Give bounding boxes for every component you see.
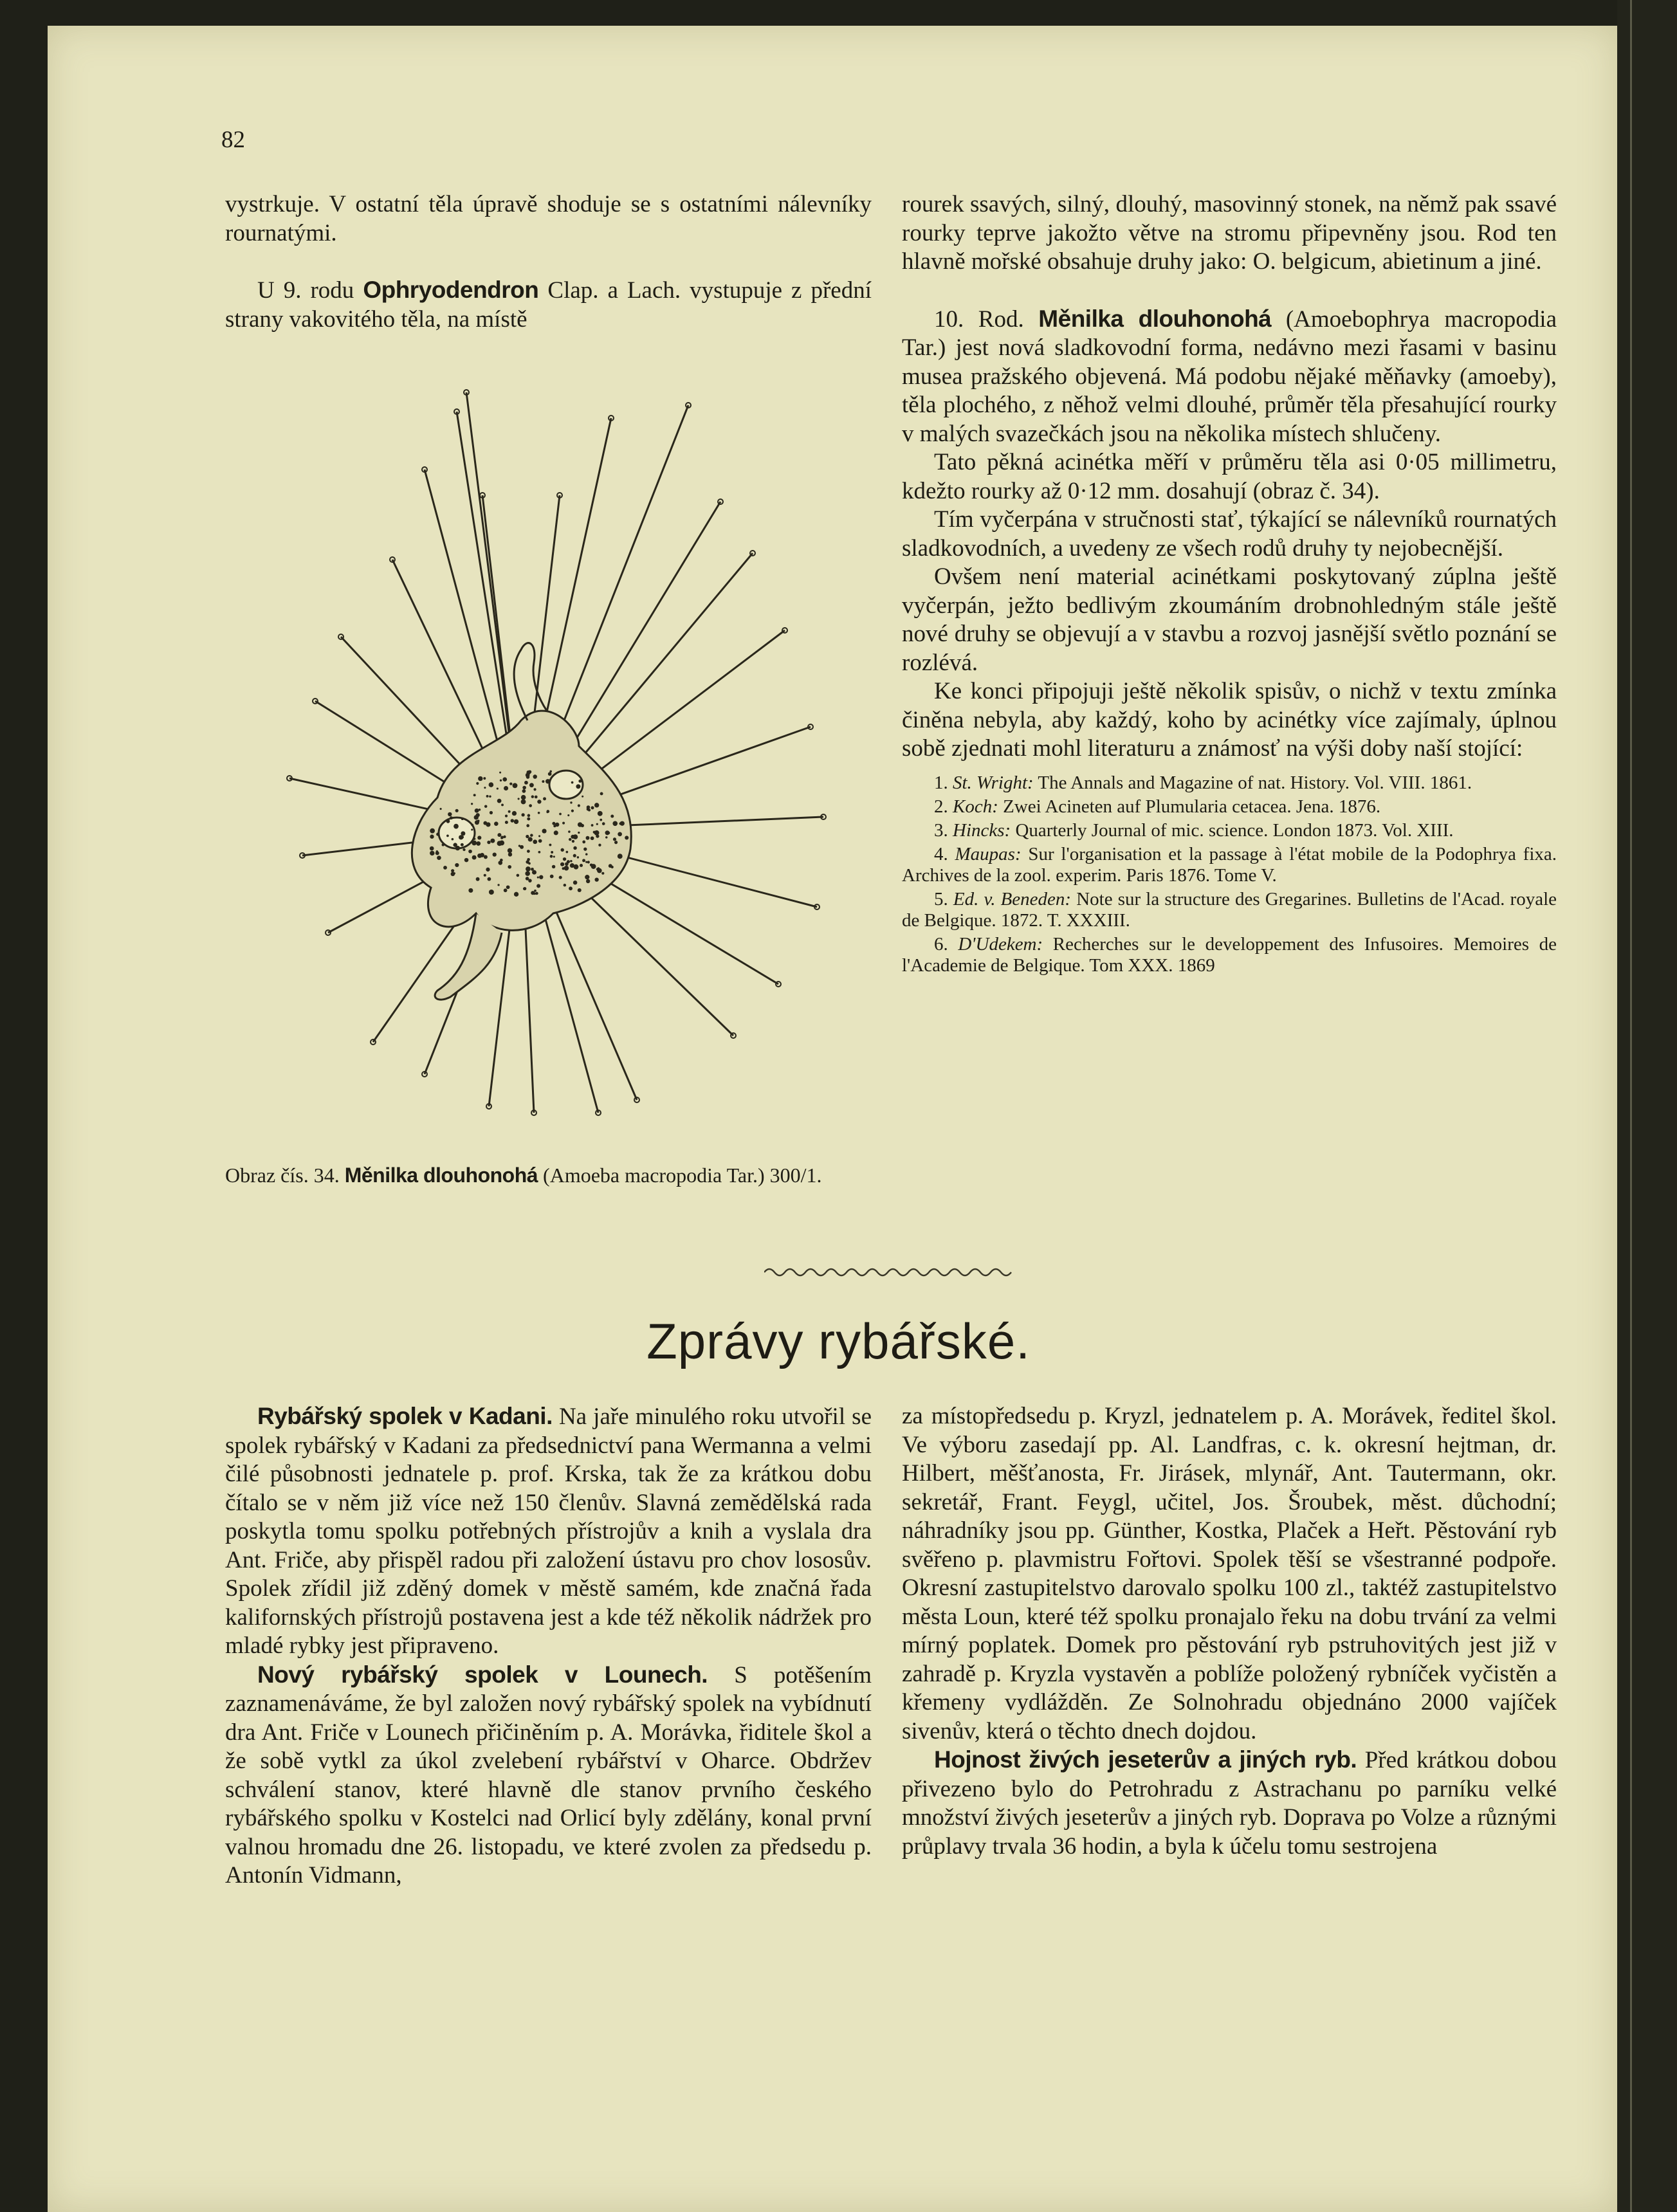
granule [549, 844, 551, 846]
granule [533, 871, 536, 874]
granule [585, 861, 587, 863]
granule [571, 809, 574, 812]
granule [605, 836, 607, 838]
reference-item [902, 820, 1557, 841]
granule [471, 824, 473, 827]
granule [616, 841, 618, 843]
granule [588, 809, 591, 811]
granule [500, 859, 503, 862]
granule [535, 796, 538, 799]
figure-caption [225, 1163, 872, 1187]
granule [569, 886, 573, 890]
granule [487, 841, 490, 844]
granule [554, 830, 558, 835]
granule [497, 833, 501, 837]
granule [468, 850, 472, 854]
granule [553, 855, 555, 857]
granule [594, 877, 598, 881]
granule [446, 819, 450, 823]
granule [511, 819, 514, 822]
granule [601, 872, 604, 875]
granule [504, 786, 508, 791]
granule [518, 798, 520, 800]
granule [568, 830, 571, 833]
granule [487, 877, 491, 881]
tentacle [551, 405, 688, 753]
granule [546, 810, 549, 813]
granule [528, 837, 533, 841]
amoebophrya-illustration [244, 360, 862, 1151]
granule [550, 855, 553, 858]
granule [448, 812, 452, 816]
granule [490, 839, 495, 843]
granule [486, 868, 490, 872]
granule [529, 804, 532, 807]
reference-list [902, 772, 1557, 976]
granule [578, 780, 582, 783]
granule [486, 822, 490, 827]
granule [526, 824, 529, 827]
ornamental-divider [764, 1263, 1014, 1279]
bottom-left-column [225, 1402, 872, 1890]
granule [451, 872, 455, 877]
granule [594, 830, 600, 836]
ref-text: Zwei Acineten auf Plumularia cetacea. Jena. 1876. [1003, 796, 1381, 817]
granule [613, 837, 616, 841]
ref-text: The Annals and Magazine of nat. History. Vol. VIII. 1861. [1038, 772, 1472, 793]
granule [591, 864, 596, 869]
granule [582, 796, 583, 798]
granule [559, 813, 562, 816]
granule [571, 782, 574, 784]
granule [494, 821, 499, 826]
article-heading: Nový rybářský spolek v Lounech. [257, 1661, 708, 1688]
granule [508, 848, 512, 853]
ref-author: St. Wright: [953, 772, 1034, 793]
granule [570, 801, 572, 803]
granule [573, 854, 576, 857]
granule [476, 782, 479, 785]
granule [497, 799, 502, 803]
granule [461, 831, 465, 836]
right-column-top [902, 190, 1557, 979]
granule [587, 861, 590, 863]
granule [538, 839, 542, 843]
granule [561, 848, 564, 852]
granule [543, 797, 546, 800]
granule [477, 854, 482, 858]
page-edge [1617, 0, 1677, 2212]
granule [499, 841, 504, 846]
granule [572, 840, 574, 843]
granule [531, 795, 534, 798]
granule [455, 863, 459, 867]
granule [600, 819, 602, 821]
granule [500, 780, 502, 782]
granule [505, 821, 508, 824]
granule [436, 850, 439, 853]
granule [504, 888, 508, 892]
ref-text: Sur l'organisation et la passage à l'état mobile de la Podophrya fixa. Archives de la zool. experim. Paris 1876. Tome V. [902, 843, 1557, 886]
granule [567, 860, 570, 863]
granule [521, 800, 526, 805]
granule [514, 819, 518, 824]
granule [560, 863, 564, 866]
granule [559, 876, 562, 879]
granule [446, 834, 449, 837]
granule [489, 795, 491, 797]
text-run: S potěšením zaznamenáváme, že byl založen nový rybářský spolek na vybídnutí dra Ant. Friče v Lounech přičiněním p. A. Morávka, řiditele škol a že sobě vytkl za úkol zvelebení rybářství v Oharce. Obdržev schválení stanov, které hlavně dle stanov prvního českého rybářského spolku v Kostelci nad Orlicí byly zdělány, konal první valnou hromadu dne 26. listopadu, ve které zvolen za předsedu p. Antonín Vidmann, [225, 1661, 872, 1888]
text-run: Clap. a Lach. vystupuje z přední strany vakovitého těla, na místě [225, 277, 872, 333]
granule [570, 863, 574, 868]
granule [551, 851, 553, 854]
granule [473, 838, 475, 840]
granule [591, 824, 594, 827]
text-run: Na jaře minulého roku utvořil se spolek rybářský v Kadani za předsednictví pana Wermanna a velmi čilé působnosti jednatele p. prof. Krska, tak že za krátkou dobu čítalo se v něm již více než 150 členův. Slavná zemědělská rada poskytla tomu spolku potřebných přístrojův a knih a vyslala dra Ant. Friče, aby přispěl radou při založení ústavu pro chov lososův. Spolek zřídil již zděný domek v městě samém, kde značná řada kalifornských přístrojů postavena jest a kde též několik nádržek pro mladé rybky jest připraveno. [225, 1403, 872, 1659]
granule [502, 777, 507, 782]
genus-name: Měnilka dlouhonohá [1038, 305, 1272, 332]
granule [598, 811, 603, 816]
ref-number: 3. [934, 819, 948, 841]
paragraph: rourek ssavých, silný, dlouhý, masovinný stonek, na němž pak ssavé rourky teprve jakožto větve na stromu připevněny jsou. Rod ten hlavně mořské obsahuje druhy jako: O. belgicum, abietinum a jiné. [902, 191, 1557, 275]
granule [578, 888, 582, 892]
granule [450, 816, 453, 819]
granule [524, 781, 528, 785]
granule [534, 890, 536, 892]
ref-text: Quarterly Journal of mic. science. London 1873. Vol. XIII. [1015, 819, 1454, 841]
granule [625, 836, 628, 839]
granule [526, 877, 529, 881]
reference-item [902, 934, 1557, 976]
granule [531, 868, 534, 871]
granule [567, 814, 569, 816]
granule [580, 864, 583, 867]
granule [489, 782, 494, 787]
granule [591, 836, 594, 840]
granule [587, 805, 591, 809]
granule [600, 792, 603, 795]
granule [537, 800, 541, 803]
granule [569, 838, 571, 841]
granule [582, 859, 585, 862]
granule [497, 884, 499, 886]
granule [508, 852, 512, 856]
granule [618, 854, 623, 859]
granule [472, 841, 477, 846]
ref-author: D'Udekem: [958, 933, 1043, 955]
tentacle [457, 412, 509, 754]
granule [545, 779, 550, 783]
granule [500, 837, 503, 839]
granule [530, 834, 533, 837]
granule [586, 879, 590, 883]
bottom-right-column [902, 1402, 1557, 1861]
granule [477, 836, 481, 839]
granule [602, 822, 605, 825]
granule [564, 884, 566, 886]
granule [529, 783, 534, 787]
granule [453, 843, 457, 846]
granule [578, 804, 580, 807]
paragraph: Tím vyčerpána v stručnosti stať, týkající se nálevníků rournatých sladkovodních, a uvedeny ze všech rodů druhy ty nejobecnější. [902, 506, 1557, 562]
granule [566, 851, 569, 854]
granule [555, 823, 560, 827]
granule [582, 841, 585, 844]
granule [473, 794, 476, 796]
paragraph: za místopředsedu p. Kryzl, jednatelem p. A. Morávek, ředitel škol. Ve výboru zasedají pp. Al. Landfras, c. k. okresní hejtman, dr. Hilbert, měšťanosta, Fr. Jirásek, mlynář, Ant. Tautermann, okr. sekretář, Frant. Feygl, učitel, Jos. Šroubek, měst. důchodní; náhradníky jsou pp. Günther, Kostka, Plaček a Heřt. Pěstování ryb svěřeno p. plavmistru Fořtovi. Spolek těší se všestranné podpoře. Okresní zastupitelstvo darovalo spolku 100 zl., taktéž zastupitelstvo města Loun, které též spolku pronajalo řeku na dobu trvání za velmi mírný poplatek. Domek pro pěstování ryb pstruhovitých jest již v zahradě p. Kryzla vystavěn a poblíže položený rybníček vyčistěn a křemeny vydlážděn. Ze Solnohradu objednáno 2000 vajíček sivenův, která o těchto dnech dojdou. [902, 1403, 1557, 1744]
granule [611, 866, 614, 868]
caption-name: Měnilka dlouhonohá [344, 1164, 538, 1187]
granule [484, 787, 486, 789]
granule [521, 795, 526, 800]
caption-rest: (Amoeba macropodia Tar.) [543, 1164, 765, 1187]
granule [591, 806, 594, 809]
granule [522, 789, 526, 793]
ref-number: 4. [934, 843, 948, 864]
granule [527, 850, 530, 853]
granule [455, 809, 459, 812]
granule [573, 846, 576, 850]
granule [542, 780, 544, 783]
granule [538, 851, 540, 854]
reference-item [902, 889, 1557, 931]
ref-author: Ed. v. Beneden: [953, 888, 1072, 909]
granule [517, 874, 520, 877]
text-run: 10. Rod. [934, 306, 1024, 333]
granule [526, 835, 529, 838]
paragraph [225, 1661, 872, 1890]
granule [594, 803, 599, 807]
granule [472, 855, 477, 860]
ref-text: Recherches sur le developpement des Infusoires. Memoires de l'Academie de Belgique. Tom XXX. 1869 [902, 933, 1557, 976]
granule [513, 783, 518, 788]
paragraph [225, 1402, 872, 1661]
granule [533, 788, 536, 791]
granule [527, 818, 530, 821]
granule [526, 866, 531, 872]
granule [527, 814, 531, 818]
granule [539, 875, 543, 879]
granule [430, 828, 435, 834]
granule [486, 795, 489, 798]
caption-prefix: Obraz čís. 34. [225, 1164, 340, 1187]
granule [536, 884, 540, 888]
granule [537, 876, 539, 878]
granule [564, 866, 569, 871]
granule [454, 824, 459, 829]
paragraph: vystrkuje. V ostatní těla úpravě shoduje se s ostatními nálevníky rournatými. [225, 191, 872, 246]
granule [538, 812, 540, 814]
granule [619, 822, 621, 825]
granule [578, 832, 580, 834]
granule [521, 813, 524, 816]
granule [430, 835, 434, 839]
granule [548, 772, 552, 776]
granule [583, 848, 587, 851]
granule [585, 853, 588, 855]
granule [578, 822, 582, 827]
granule [531, 891, 535, 895]
ref-number: 1. [934, 772, 948, 793]
granule [509, 782, 512, 785]
tentacle [557, 502, 720, 771]
granule [552, 822, 555, 825]
granule [436, 832, 439, 836]
granule [618, 832, 622, 836]
left-column-top [225, 190, 872, 334]
paragraph [902, 1746, 1557, 1861]
text-run: (Amoebophrya macropodia Tar.) jest nová sladkovodní forma, nedávno mezi řasami v basinu musea pražského objevená. Má podobu nějaké měňavky (amoeby), těla plochého, z něhož velmi dlouhé, průměr těla přesahující rourky v malých svazečkách jsou na několika místech shlučeny. [902, 306, 1557, 447]
granule [612, 821, 618, 826]
granule [476, 877, 480, 881]
granule [490, 811, 493, 814]
granule [570, 860, 573, 863]
granule [484, 805, 487, 807]
genus-name: Ophryodendron [363, 277, 539, 303]
ref-author: Koch: [953, 796, 998, 817]
page-number: 82 [221, 127, 245, 153]
granule [464, 858, 469, 863]
granule [518, 845, 520, 846]
paragraph [902, 305, 1557, 449]
granule [483, 777, 486, 780]
ref-number: 5. [934, 888, 948, 909]
granule [585, 875, 589, 879]
granule [533, 839, 537, 844]
ref-text: Note sur la structure des Gregarines. Bulletins de l'Acad. royale de Belgique. 1872. T. XXXIII. [902, 888, 1557, 931]
granule [577, 856, 579, 858]
granule [451, 869, 454, 872]
granule [525, 871, 530, 876]
granule [573, 834, 578, 839]
granule [535, 892, 538, 895]
granule [484, 874, 486, 877]
granule [463, 848, 465, 851]
caption-magnification: 300/1. [769, 1164, 822, 1187]
granule [563, 857, 566, 861]
ref-number: 6. [934, 933, 948, 955]
text-run: U 9. rodu [257, 277, 354, 304]
granule [505, 815, 508, 818]
granule [522, 786, 526, 790]
reference-item [902, 844, 1557, 886]
reference-item [902, 796, 1557, 818]
granule [459, 835, 463, 839]
granule [533, 774, 536, 778]
granule [489, 890, 494, 895]
ref-author: Maupas: [955, 843, 1022, 864]
granule [461, 818, 464, 820]
granule [550, 875, 554, 879]
section-title: Zprávy rybářské. [646, 1313, 1031, 1369]
granule [479, 809, 481, 810]
granule [477, 819, 480, 822]
granule [474, 815, 479, 819]
granule [471, 803, 473, 805]
paragraph: Ke konci připojuji ještě několik spisův, o nichž v textu zmínka činěna nebyla, aby každý, koho by acinétky více zajímaly, úplnou sobě zjednati mohl literaturu a známosť na výši doby naší stojící: [902, 678, 1557, 762]
granule [476, 841, 481, 846]
granule [508, 865, 511, 869]
granule [501, 803, 504, 806]
article-heading: Rybářský spolek v Kadani. [257, 1403, 553, 1429]
granule [478, 776, 482, 781]
tentacle [563, 553, 753, 780]
granule [610, 814, 614, 818]
granule [549, 771, 552, 773]
article-heading: Hojnost živých jeseterův a jiných ryb. [934, 1746, 1357, 1773]
granule [573, 881, 577, 884]
granule [523, 888, 526, 890]
granule [586, 836, 590, 840]
granule [597, 868, 602, 873]
granule [437, 855, 441, 860]
granule [475, 809, 479, 813]
granule [461, 843, 464, 846]
text-run: Před krátkou dobou přivezeno bylo do Petrohradu z Astrachanu po parníku velké množství živých jeseterův a jiných ryb. Doprava po Volze a různými průplavy trvala 36 hodin, a byla k účelu tomu sestrojena [902, 1747, 1557, 1860]
granule [430, 851, 434, 855]
granule [442, 843, 444, 846]
reference-item [902, 772, 1557, 794]
tentacle [482, 495, 514, 769]
granule [493, 853, 497, 857]
granule [497, 787, 499, 789]
granule [576, 784, 580, 789]
granule [608, 832, 610, 834]
granule [430, 846, 434, 851]
granule [598, 844, 601, 846]
granule [552, 865, 555, 868]
granule [526, 771, 531, 775]
granule [471, 828, 473, 830]
granule [514, 892, 518, 897]
granule [484, 855, 488, 859]
granule [562, 822, 565, 825]
granule [526, 860, 529, 863]
paragraph [225, 276, 872, 334]
granule [506, 885, 510, 889]
paragraph: Tato pěkná acinétka měří v průměru těla asi 0·05 millimetru, kdežto rourky až 0·12 mm. dosahují (obraz č. 34). [902, 449, 1557, 504]
granule [452, 838, 454, 841]
granule [538, 835, 540, 837]
granule [512, 811, 517, 816]
granule [440, 808, 442, 810]
granule [596, 823, 598, 825]
granule [443, 866, 447, 870]
granule [499, 772, 501, 774]
granule [562, 867, 565, 870]
tentacle [425, 470, 504, 765]
granule [508, 810, 511, 813]
granule [542, 828, 546, 833]
tentacle [466, 392, 511, 751]
granule [468, 888, 473, 893]
ref-number: 2. [934, 796, 948, 817]
paragraph: Ovšem není material acinétkami poskytovaný zúplna ještě vyčerpán, ježto bedlivým zkoumáním drobnohledným stále ještě nové druhy se objevují a v stavbu a rozvoj jasnější světlo poznání se rozlévá. [902, 563, 1557, 676]
ref-author: Hincks: [953, 819, 1011, 841]
